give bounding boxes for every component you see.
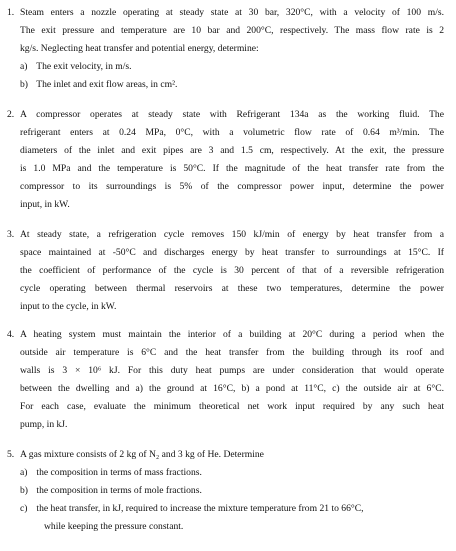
problem-text-line: walls is 3 × 10⁶ kJ. For this duty heat pumps are under consideration that would operate [20, 365, 444, 376]
sub-label: a) [20, 61, 28, 72]
problem-text-line: Steam enters a nozzle operating at steady state at 30 bar, 320°C, with a velocity of 100 m/s. [20, 7, 444, 18]
problem-number: 4. [7, 329, 15, 340]
problem-body [20, 4, 444, 94]
problem-text-line: kg/s. Neglecting heat transfer and potential energy, determine: [20, 43, 259, 54]
problem-body [20, 106, 444, 214]
problem-text-line: is 1.0 MPa and the temperature is 50°C. If the magnitude of the heat transfer rate from the [20, 163, 444, 174]
sub-label: c) [20, 503, 28, 514]
sub-question-a [20, 464, 444, 482]
problem-text-line: At steady state, a refrigeration cycle removes 150 kJ/min of energy by heat transfer from a [20, 229, 444, 240]
problem-text-line: cycle operating between thermal reservoirs at these two temperatures, determine the power [20, 283, 444, 294]
sub-question-b [20, 76, 444, 94]
problem-text-line: input, in kW. [20, 199, 70, 210]
problem-number: 1. [7, 7, 15, 18]
problem-text-line: diameters of the inlet and exit pipes are 3 and 1.5 cm, respectively. At the exit, the pressure [20, 145, 444, 156]
problem-text-line: The exit pressure and temperature are 10 bar and 200°C, respectively. The mass flow rate is 2 [20, 25, 444, 36]
problem-body [20, 446, 444, 536]
sub-question-c-continuation: while keeping the pressure constant. [44, 521, 184, 532]
sub-text: the heat transfer, in kJ, required to increase the mixture temperature from 21 to 66°C, [36, 503, 364, 514]
problem-text-line: refrigerant enters at 0.24 MPa, 0°C, with a volumetric flow rate of 0.64 m³/min. The [20, 127, 444, 138]
problem-number: 3. [7, 229, 15, 240]
sub-question-b [20, 482, 444, 500]
problem-body [20, 326, 444, 434]
problem-text-line: A heating system must maintain the interior of a building at 20°C during a period when the [20, 329, 444, 340]
sub-text: The inlet and exit flow areas, in cm². [36, 79, 178, 90]
problem-text-line: input to the cycle, in kW. [20, 301, 117, 312]
sub-label: b) [20, 79, 28, 90]
sub-text: the composition in terms of mass fractions. [36, 467, 202, 478]
problem-text-line: outside air temperature is 6°C and the heat transfer from the building through its roof and [20, 347, 444, 358]
problem-text-line: compressor to its surroundings is 5% of the compressor power input, determine the power [20, 181, 444, 192]
problem-body [20, 226, 444, 316]
problem-text-line: A gas mixture consists of 2 kg of N₂ and 3 kg of He. Determine [20, 449, 264, 460]
sub-text: The exit velocity, in m/s. [36, 61, 132, 72]
sub-question-a [20, 58, 444, 76]
sub-label: a) [20, 467, 28, 478]
problem-text-line: For each case, evaluate the minimum theoretical net work input required by any such heat [20, 401, 444, 412]
problem-text-line: space maintained at -50°C and discharges energy by heat transfer to surroundings at 15°C. If [20, 247, 444, 258]
sub-question-c [20, 500, 444, 518]
problem-text-line: A compressor operates at steady state with Refrigerant 134a as the working fluid. The [20, 109, 444, 120]
problem-number: 5. [7, 449, 15, 460]
problem-text-line: the coefficient of performance of the cycle is 30 percent of that of a reversible refrigeration [20, 265, 444, 276]
problem-number: 2. [7, 109, 15, 120]
sub-label: b) [20, 485, 28, 496]
problem-text-line: between the dwelling and a) the ground at 16°C, b) a pond at 11°C, c) the outside air at 6°C. [20, 383, 444, 394]
sub-text: the composition in terms of mole fractions. [36, 485, 202, 496]
problem-text-line: pump, in kJ. [20, 419, 68, 430]
